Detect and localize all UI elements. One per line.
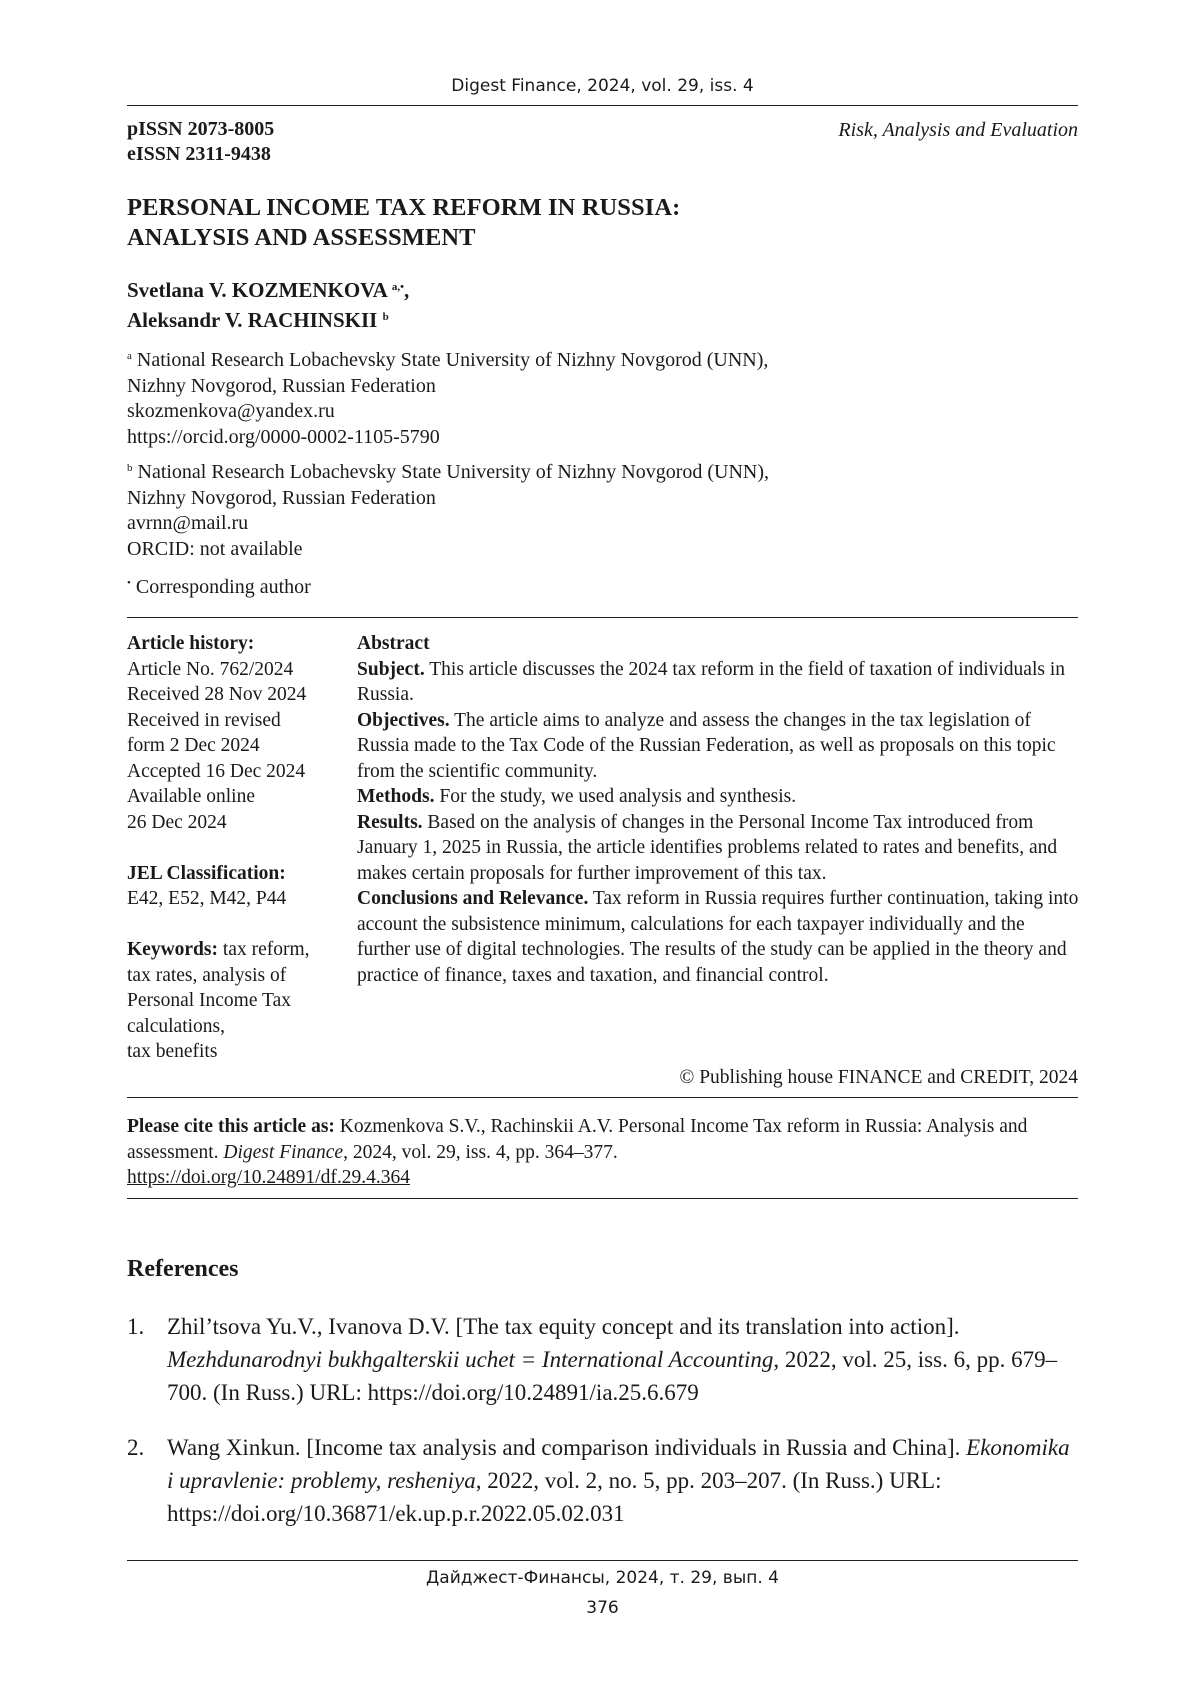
copyright: © Publishing house FINANCE and CREDIT, 2024 <box>679 1067 1078 1088</box>
history-label: Article history: <box>127 633 255 654</box>
author-sup: a,• <box>391 281 404 293</box>
abstract <box>357 631 1081 988</box>
conclusions-label: Conclusions and Relevance. <box>357 888 589 909</box>
rule-above-cite <box>127 1097 1078 1098</box>
abstract-results <box>357 810 1081 887</box>
footer-rule <box>127 1560 1078 1561</box>
author-email[interactable]: skozmenkova@yandex.ru <box>127 400 335 422</box>
citation <box>127 1114 1078 1191</box>
references-heading: References <box>127 1256 239 1282</box>
reference-details[interactable]: , 2022, vol. 25, iss. 6, pp. 679–700. (In Russ.) URL: https://doi.org/10.24891/ia.25.6.679 <box>167 1347 1058 1405</box>
cite-text: Kozmenkova S.V., Rachinskii A.V. Personal Income Tax reform in Russia: Analysis and assessment. <box>127 1116 1028 1163</box>
corresponding-note <box>127 571 311 601</box>
reference-journal: Mezhdunarodnyi bukhgalterskii uchet = International Accounting <box>167 1347 774 1372</box>
corresponding-text: Corresponding author <box>135 576 311 598</box>
section-name: Risk, Analysis and Evaluation <box>838 119 1078 141</box>
author-trail: , <box>404 278 410 302</box>
article-number: Article No. 762/2024 <box>127 658 294 680</box>
keywords-line-2: tax rates, analysis of <box>127 964 287 986</box>
accepted-date: Accepted 16 Dec 2024 <box>127 760 306 782</box>
reference-number: 1. <box>127 1314 145 1339</box>
author-orcid[interactable]: https://orcid.org/0000-0002-1105-5790 <box>127 425 440 448</box>
cite-doi-link[interactable]: https://doi.org/10.24891/df.29.4.364 <box>127 1167 410 1188</box>
reference-text: Zhil’tsova Yu.V., Ivanova D.V. [The tax equity concept and its translation into action]. <box>167 1314 960 1339</box>
conclusions-text: Tax reform in Russia requires further continuation, taking into account the subsistence minimum, calculations for each taxpayer individually and the further use of digital technologies. The results of the study can be applied in the theory and practice of finance, taxes and taxation, and financial control. <box>357 888 1079 986</box>
subject-label: Subject. <box>357 658 425 680</box>
affiliation-city: Nizhny Novgorod, Russian Federation <box>127 486 436 509</box>
author-2 <box>127 304 409 334</box>
affiliation-sup: b <box>127 462 133 474</box>
revised-date-1: Received in revised <box>127 709 281 731</box>
abstract-heading: Abstract <box>357 633 430 654</box>
rule-above-abstract <box>127 617 1078 618</box>
cite-details: , 2024, vol. 29, iss. 4, pp. 364–377. <box>343 1141 618 1163</box>
online-date-1: Available online <box>127 786 255 807</box>
header-rule <box>127 105 1078 106</box>
reference-2 <box>127 1431 1078 1530</box>
methods-label: Methods. <box>357 786 435 807</box>
abstract-subject <box>357 657 1081 708</box>
cite-journal: Digest Finance <box>223 1141 344 1163</box>
article-history <box>127 631 347 1065</box>
keywords-line-1 <box>127 937 347 963</box>
footer-journal: Дайджест-Финансы, 2024, т. 29, вып. 4 <box>426 1568 779 1588</box>
jel-codes: E42, E52, M42, P44 <box>127 888 287 909</box>
title-line-2: ANALYSIS AND ASSESSMENT <box>127 224 476 251</box>
title-line-1: PERSONAL INCOME TAX REFORM IN RUSSIA: <box>127 194 681 221</box>
abstract-objectives <box>357 708 1081 785</box>
corresponding-mark: • <box>127 577 131 589</box>
reference-number: 2. <box>127 1435 145 1460</box>
page-number: 376 <box>586 1598 619 1618</box>
article-title <box>127 193 680 253</box>
running-head: Digest Finance, 2024, vol. 29, iss. 4 <box>451 76 754 96</box>
author-name: Aleksandr V. RACHINSKII <box>127 308 378 332</box>
revised-date-2: form 2 Dec 2024 <box>127 735 260 756</box>
keywords-line-3: Personal Income Tax <box>127 990 291 1011</box>
abstract-methods <box>357 784 1081 810</box>
results-label: Results. <box>357 811 423 833</box>
reference-text: Wang Xinkun. [Income tax analysis and comparison individuals in Russia and China]. <box>167 1435 967 1460</box>
objectives-text: The article aims to analyze and assess the changes in the tax legislation of Russia made to the Tax Code of the Russian Federation, as well as proposals on this topic from the scientific community. <box>357 709 1056 782</box>
keywords-label: Keywords: <box>127 939 218 960</box>
rule-below-cite <box>127 1198 1078 1199</box>
received-date: Received 28 Nov 2024 <box>127 684 307 705</box>
author-email[interactable]: avrnn@mail.ru <box>127 512 249 534</box>
online-date-2: 26 Dec 2024 <box>127 811 227 833</box>
abstract-conclusions <box>357 886 1081 988</box>
author-orcid: ORCID: not available <box>127 537 303 560</box>
cite-label: Please cite this article as: <box>127 1116 335 1137</box>
methods-text: For the study, we used analysis and synthesis. <box>434 786 797 807</box>
affiliation-sup: a <box>127 350 132 362</box>
jel-label: JEL Classification: <box>127 862 286 884</box>
affiliation-b <box>127 456 769 562</box>
reference-journal: Ekonomika i upravlenie: problemy, resheniya <box>167 1435 1070 1493</box>
author-1 <box>127 274 409 304</box>
eissn: eISSN 2311-9438 <box>127 143 271 165</box>
affiliation-org: National Research Lobachevsky State University of Nizhny Novgorod (UNN), <box>137 461 770 483</box>
author-name: Svetlana V. KOZMENKOVA <box>127 278 387 302</box>
results-text: Based on the analysis of changes in the Personal Income Tax introduced from January 1, 2025 in Russia, the article identifies problems related to rates and benefits, and makes certain proposals for further improvement of this tax. <box>357 811 1058 884</box>
authors <box>127 274 409 334</box>
subject-text: This article discusses the 2024 tax reform in the field of taxation of individuals in Russia. <box>357 658 1066 705</box>
objectives-label: Objectives. <box>357 709 450 731</box>
reference-details[interactable]: , 2022, vol. 2, no. 5, pp. 203–207. (In Russ.) URL: https://doi.org/10.36871/ek.up.p.r.2022.05.02.031 <box>167 1468 942 1526</box>
keywords-line-5: tax benefits <box>127 1041 218 1062</box>
affiliation-a <box>127 344 768 450</box>
affiliation-org: National Research Lobachevsky State University of Nizhny Novgorod (UNN), <box>136 349 769 371</box>
keywords-line-4: calculations, <box>127 1015 226 1037</box>
keyword-text: tax reform, <box>218 939 310 960</box>
pissn: pISSN 2073-8005 <box>127 118 275 140</box>
affiliation-city: Nizhny Novgorod, Russian Federation <box>127 374 436 397</box>
reference-1 <box>127 1310 1078 1409</box>
author-sup: b <box>382 311 389 323</box>
